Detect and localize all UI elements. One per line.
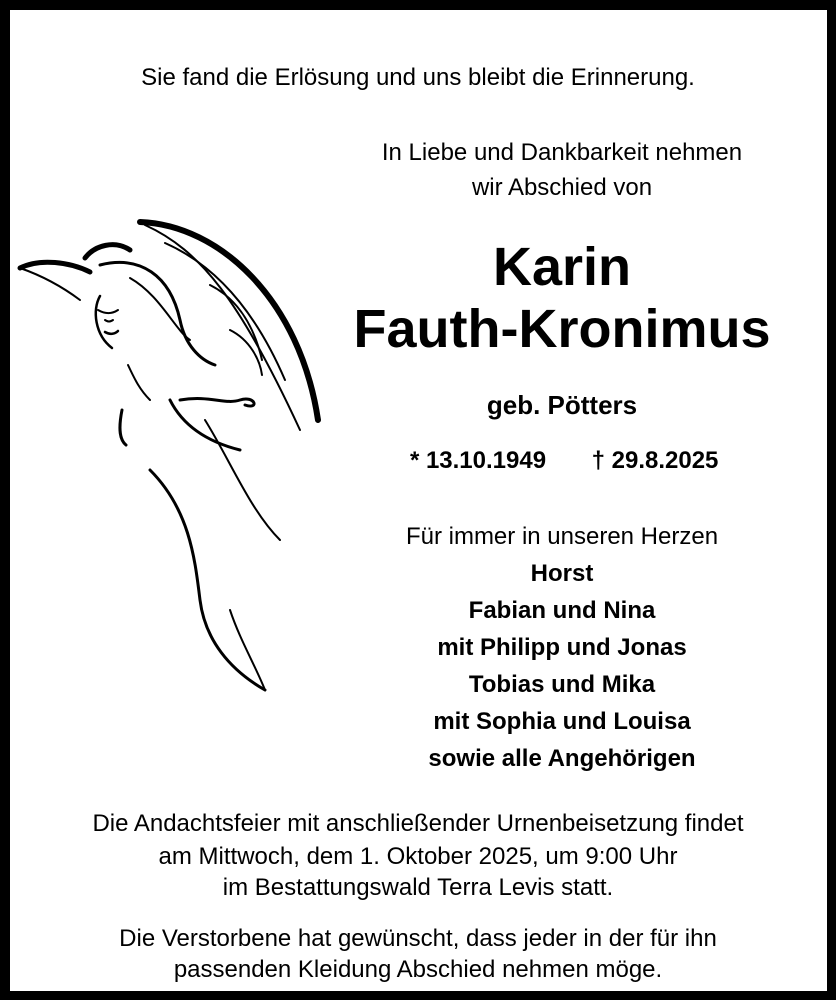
deceased-first-name: Karin (492, 237, 632, 297)
ceremony-line-2: am Mittwoch, dem 1. Oktober 2025, um 9:00 Uhr (158, 843, 678, 870)
mourner: Fabian und Nina (468, 597, 656, 624)
mourner: Tobias und Mika (468, 671, 656, 698)
ceremony-line-3: im Bestattungswald Terra Levis statt. (222, 874, 614, 901)
ceremony-line-1: Die Andachtsfeier mit anschließender Urnenbeisetzung findet (92, 810, 744, 837)
death-date: † 29.8.2025 (591, 447, 719, 474)
birth-name: geb. Pötters (486, 390, 638, 420)
farewell-line-2: wir Abschied von (471, 174, 653, 201)
mourner: sowie alle Angehörigen (428, 745, 696, 772)
birth-date: * 13.10.1949 (409, 447, 547, 474)
deceased-last-name: Fauth-Kronimus (353, 299, 771, 359)
mourners-intro: Für immer in unseren Herzen (405, 523, 719, 550)
farewell-line-1: In Liebe und Dankbarkeit nehmen (381, 139, 743, 166)
wish-line-1: Die Verstorbene hat gewünscht, dass jeder in der für ihn (119, 925, 717, 952)
mourner: mit Philipp und Jonas (437, 634, 687, 661)
mourner: mit Sophia und Louisa (433, 708, 691, 735)
mourner: Horst (530, 560, 594, 587)
intro-quote: Sie fand die Erlösung und uns bleibt die Erinnerung. (141, 64, 695, 91)
wish-line-2: passenden Kleidung Abschied nehmen möge. (173, 956, 663, 983)
